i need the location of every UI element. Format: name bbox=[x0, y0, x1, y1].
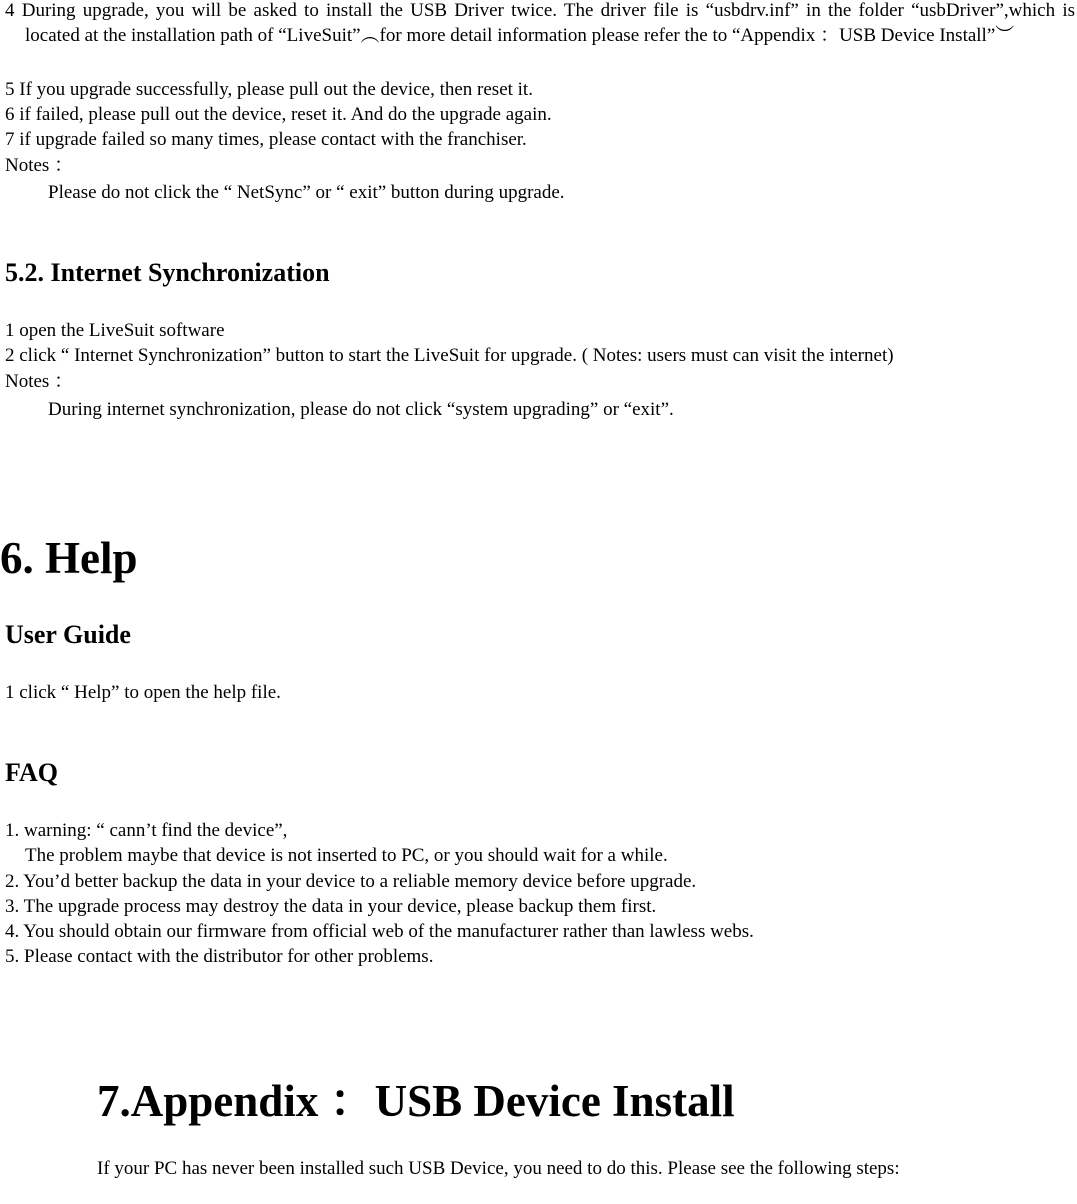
sync-step-1: 1 open the LiveSuit software bbox=[5, 320, 225, 341]
section-5-2-title: 5.2. Internet Synchronization bbox=[5, 258, 330, 287]
upgrade-step-5: 5 If you upgrade successfully, please pull out the device, then reset it. bbox=[5, 79, 533, 100]
upgrade-note: Please do not click the “ NetSync” or “ exit” button during upgrade. bbox=[48, 182, 565, 203]
faq-item: The problem maybe that device is not inserted to PC, or you should wait for a while. bbox=[25, 845, 668, 866]
section-6-title: 6. Help bbox=[0, 533, 138, 583]
faq-item: 4. You should obtain our firmware from official web of the manufacturer rather than lawless webs. bbox=[5, 921, 754, 942]
upgrade-step-7: 7 if upgrade failed so many times, please contact with the franchiser. bbox=[5, 129, 527, 150]
faq-item: 5. Please contact with the distributor for other problems. bbox=[5, 946, 434, 967]
user-guide-title: User Guide bbox=[5, 620, 131, 649]
faq-title: FAQ bbox=[5, 758, 58, 787]
upgrade-step-4: 4 During upgrade, you will be asked to install the USB Driver twice. The driver file is “usbdrv.inf” in the folder “usbDriver”,which is located at the installation path of “LiveSuit”︵for more detail information please refer the to “Appendix ：USB Device Install”︶ bbox=[5, 0, 1075, 46]
section-7-title: 7.Appendix ：USB Device Install bbox=[97, 1076, 735, 1126]
upgrade-step-6: 6 if failed, please pull out the device, reset it. And do the upgrade again. bbox=[5, 104, 552, 125]
faq-item: 1. warning: “ cann’t find the device”, bbox=[5, 820, 288, 841]
user-guide-step: 1 click “ Help” to open the help file. bbox=[5, 682, 281, 703]
notes-label: Notes ： bbox=[5, 155, 74, 176]
faq-item: 3. The upgrade process may destroy the data in your device, please backup them first. bbox=[5, 896, 657, 917]
appendix-intro: If your PC has never been installed such USB Device, you need to do this. Please see the following steps: bbox=[97, 1158, 900, 1179]
sync-note: During internet synchronization, please do not click “system upgrading” or “exit”. bbox=[48, 399, 674, 420]
sync-notes-label: Notes ： bbox=[5, 371, 74, 392]
faq-item: 2. You’d better backup the data in your device to a reliable memory device before upgrade. bbox=[5, 871, 697, 892]
sync-step-2: 2 click “ Internet Synchronization” button to start the LiveSuit for upgrade. ( Notes: users must can visit the internet) bbox=[5, 345, 894, 366]
